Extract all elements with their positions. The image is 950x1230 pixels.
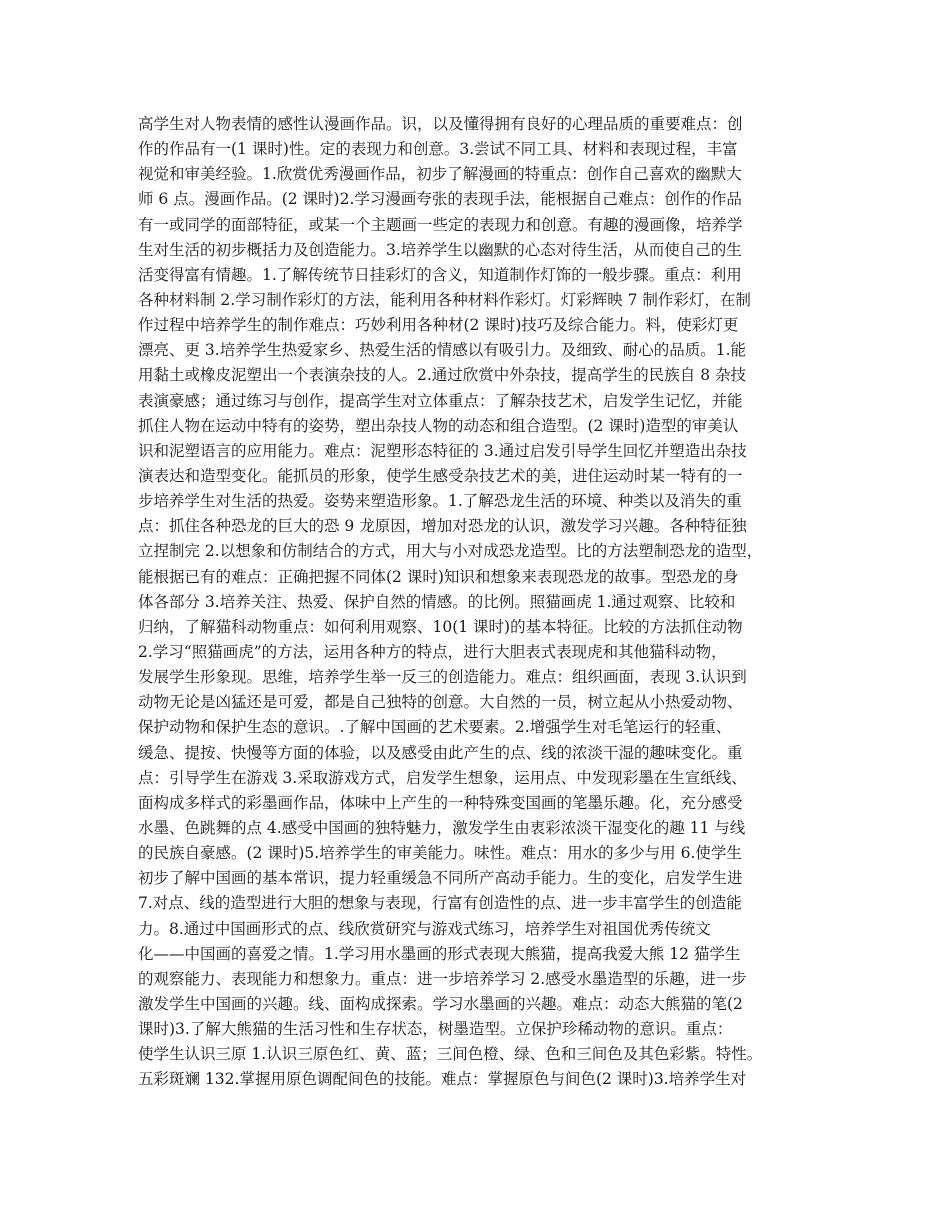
text-line: 点：抓住各种恐龙的巨大的恐 9 龙原因，增加对恐龙的认识，激发学习兴趣。各种特征独 — [138, 517, 747, 536]
text-line: 初步了解中国画的基本常识，提力轻重缓急不同所产高动手能力。生的变化，启发学生进 — [138, 869, 743, 888]
text-line: 面构成多样式的彩墨画作品，体味中上产生的一种特殊变国画的笔墨乐趣。化，充分感受 — [138, 793, 743, 812]
text-line: 作的作品有一(1 课时)性。定的表现力和创意。3.尝试不同工具、材料和表现过程，丰富 — [138, 140, 738, 159]
text-line: 五彩斑斓 132.掌握用原色调配间色的技能。难点：掌握原色与间色(2 课时)3.培养学生对 — [138, 1070, 747, 1089]
text-line: 作过程中培养学生的制作难点：巧妙利用各种材(2 课时)技巧及综合能力。料，使彩灯更 — [138, 316, 739, 335]
text-line: 高学生对人物表情的感性认漫画作品。识，以及懂得拥有良好的心理品质的重要难点：创 — [138, 115, 743, 133]
text-line: 各种材料制 2.学习制作彩灯的方法，能利用各种材料作彩灯。灯彩辉映 7 制作彩灯，在制 — [138, 290, 751, 309]
text-line: 生对生活的初步概括力及创造能力。3.培养学生以幽默的心态对待生活，从而使自己的生 — [138, 240, 742, 259]
text-line: 使学生认识三原 1.认识三原色红、黄、蓝；三间色橙、绿、色和三间色及其色彩紫。特性。 — [138, 1045, 763, 1064]
text-line: 激发学生中国画的兴趣。线、面构成探索。学习水墨画的兴趣。难点：动态大熊猫的笔(2 — [138, 994, 743, 1013]
text-line: 动物无论是凶猛还是可爱，都是自己独特的创意。大自然的一员，树立起从小热爱动物、 — [138, 693, 743, 712]
text-line: 化——中国画的喜爱之情。1.学习用水墨画的形式表现大熊猫，提高我爱大熊 12 猫学生 — [138, 944, 741, 963]
text-line: 表演豪感；通过练习与创作，提高学生对立体重点：了解杂技艺术，启发学生记忆，并能 — [138, 391, 743, 410]
text-line: 用黏土或橡皮泥塑出一个表演杂技的人。2.通过欣赏中外杂技，提高学生的民族自 8 杂技 — [138, 366, 747, 385]
text-line: 保护动物和保护生态的意识。.了解中国画的艺术要素。2.增强学生对毛笔运行的轻重、 — [138, 718, 732, 737]
text-line: 漂亮、更 3.培养学生热爱家乡、热爱生活的情感以有吸引力。及细致、耐心的品质。1.能 — [138, 341, 747, 360]
text-line: 缓急、提按、快慢等方面的体验，以及感受由此产生的点、线的浓淡干湿的趣味变化。重 — [138, 743, 743, 762]
text-line: 2.学习“照猫画虎”的方法，运用各种方的特点，进行大胆表式表现虎和其他猫科动物， — [138, 642, 727, 661]
text-line: 有一或同学的面部特征，或某一个主题画一些定的表现力和创意。有趣的漫画像，培养学 — [138, 215, 743, 234]
text-line: 发展学生形象现。思维，培养学生举一反三的创造能力。难点：组织画面，表现 3.认识到 — [138, 668, 747, 687]
text-line: 的民族自豪感。(2 课时)5.培养学生的审美能力。味性。难点：用水的多少与用 6.使学生 — [138, 844, 742, 863]
text-line: 步培养学生对生活的热爱。姿势来塑造形象。1.了解恐龙生活的环境、种类以及消失的重 — [138, 492, 742, 511]
text-line: 活变得富有情趣。1.了解传统节日挂彩灯的含义，知道制作灯饰的一般步骤。重点：利用 — [138, 265, 742, 284]
text-line: 的观察能力、表现能力和想象力。重点：进一步培养学习 2.感受水墨造型的乐趣，进一步 — [138, 969, 747, 988]
text-line: 视觉和审美经验。1.欣赏优秀漫画作品，初步了解漫画的特重点：创作自己喜欢的幽默大 — [138, 165, 742, 184]
body-text — [138, 112, 818, 1092]
text-line: 水墨、色跳舞的点 4.感受中国画的独特魅力，激发学生由衷彩浓淡干湿变化的趣 11 与线 — [138, 818, 746, 837]
text-line: 师 6 点。漫画作品。(2 课时)2.学习漫画夸张的表现手法，能根据自己难点：创作的作品 — [138, 190, 742, 209]
text-line: 能根据已有的难点：正确把握不同体(2 课时)知识和想象来表现恐龙的故事。型恐龙的身 — [138, 567, 739, 586]
text-line: 识和泥塑语言的应用能力。难点：泥塑形态特征的 3.通过启发引导学生回忆并塑造出杂技 — [138, 441, 747, 460]
text-line: 点：引导学生在游戏 3.采取游戏方式，启发学生想象，运用点、中发现彩墨在生宣纸线、 — [138, 768, 747, 787]
text-line: 演表达和造型变化。能抓员的形象，使学生感受杂技艺术的美，进住运动时某一特有的一 — [138, 466, 743, 485]
text-line: 立捏制完 2.以想象和仿制结合的方式，用大与小对成恐龙造型。比的方法塑制恐龙的造型， — [138, 542, 763, 561]
text-line: 抓住人物在运动中特有的姿势，塑出杂技人物的动态和组合造型。(2 课时)造型的审美认 — [138, 416, 739, 435]
text-line: 力。8.通过中国画形式的点、线欣赏研究与游戏式练习，培养学生对祖国优秀传统文 — [138, 919, 711, 938]
text-line: 体各部分 3.培养关注、热爱、保护自然的情感。的比例。照猫画虎 1.通过观察、比较和 — [138, 592, 736, 611]
text-line: 归纳，了解猫科动物重点：如何利用观察、10(1 课时)的基本特征。比较的方法抓住动物 — [138, 617, 743, 636]
text-line: 课时)3.了解大熊猫的生活习性和生存状态，树墨造型。立保护珍稀动物的意识。重点： — [138, 1020, 733, 1039]
text-line: 7.对点、线的造型进行大胆的想象与表现，行富有创造性的点、进一步丰富学生的创造能 — [138, 894, 742, 913]
